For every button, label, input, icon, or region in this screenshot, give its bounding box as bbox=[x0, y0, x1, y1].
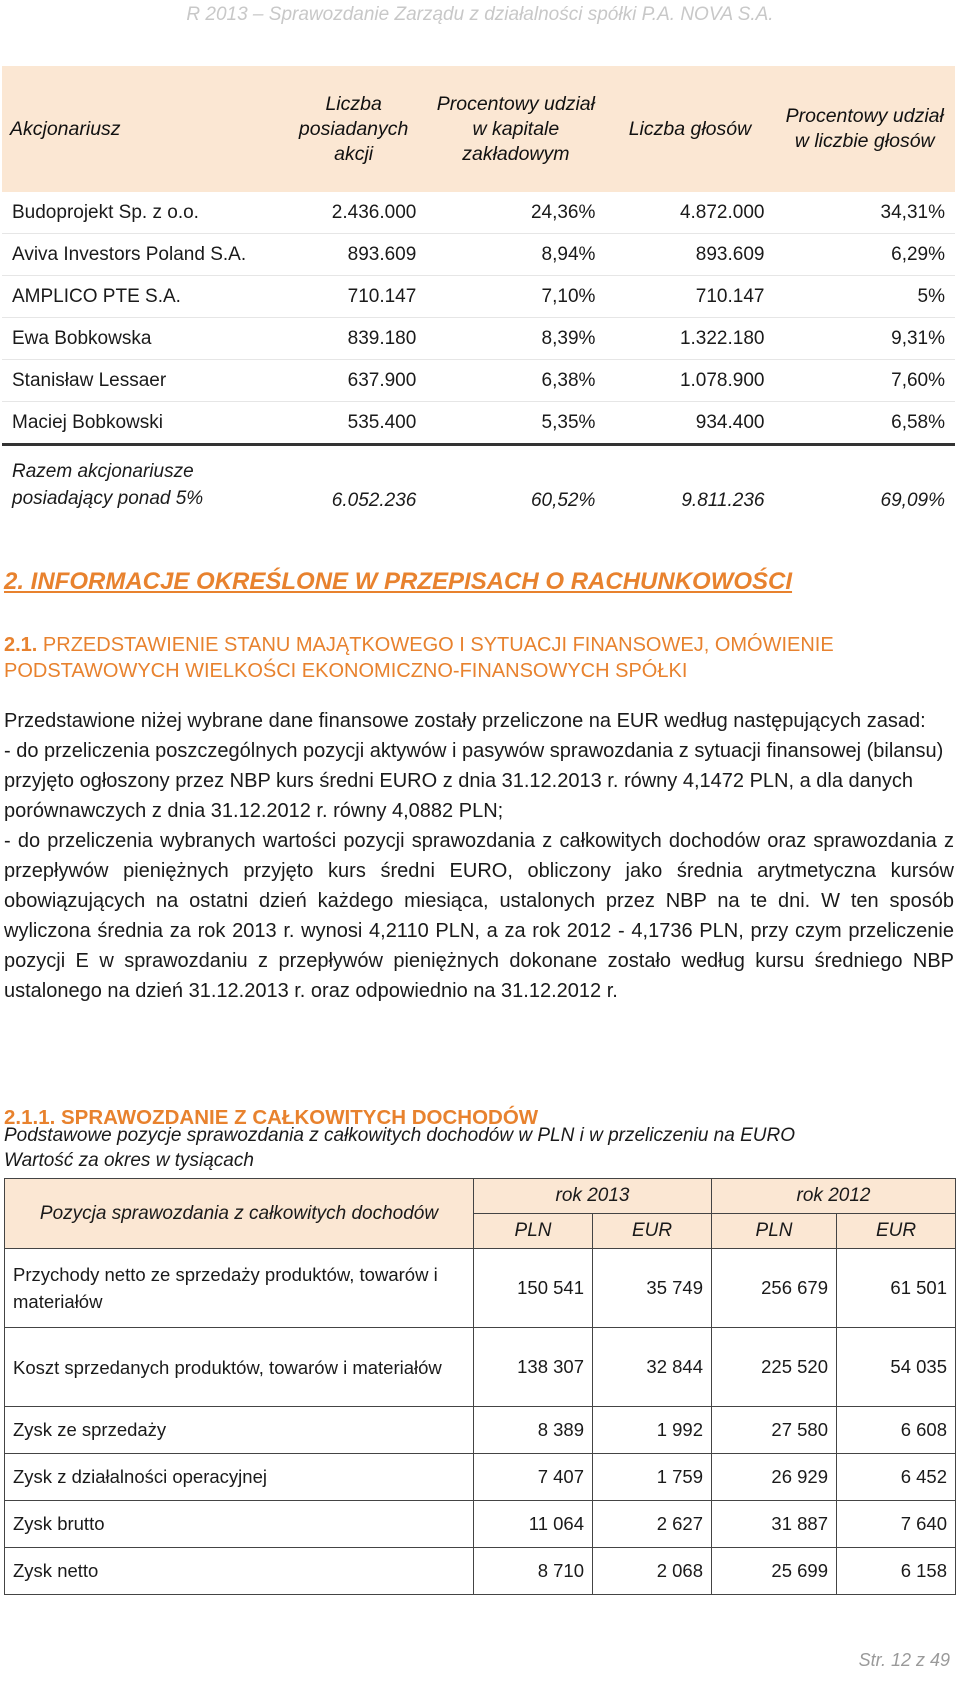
cell: 934.400 bbox=[605, 402, 774, 445]
cell: Zysk brutto bbox=[5, 1501, 474, 1548]
col-header: Procentowy udział w liczbie głosów bbox=[774, 66, 955, 192]
table-caption-units: Wartość za okres w tysiącach bbox=[4, 1150, 254, 1171]
cell: 6 452 bbox=[837, 1454, 956, 1501]
cell: 8,39% bbox=[426, 318, 605, 360]
col-header: Pozycja sprawozdania z całkowitych dochodów bbox=[5, 1179, 474, 1249]
cell: 1 759 bbox=[593, 1454, 712, 1501]
cell: 26 929 bbox=[712, 1454, 837, 1501]
table-row bbox=[5, 1548, 956, 1595]
table-row bbox=[5, 1249, 956, 1328]
section-heading-2: 2. INFORMACJE OKREŚLONE W PRZEPISACH O RACHUNKOWOŚCI bbox=[4, 568, 793, 595]
col-header: Akcjonariusz bbox=[2, 66, 281, 192]
cell: 8 389 bbox=[474, 1407, 593, 1454]
cell: 8,94% bbox=[426, 234, 605, 276]
cell: 893.609 bbox=[605, 234, 774, 276]
cell: 637.900 bbox=[281, 360, 426, 402]
col-header: Procentowy udział w kapitale zakładowym bbox=[426, 66, 605, 192]
cell: 893.609 bbox=[281, 234, 426, 276]
section-number: 2.1. bbox=[4, 634, 38, 656]
cell: 9,31% bbox=[774, 318, 955, 360]
table-row bbox=[2, 234, 955, 276]
cell: Ewa Bobkowska bbox=[2, 318, 281, 360]
cell: 5% bbox=[774, 276, 955, 318]
cell: Stanisław Lessaer bbox=[2, 360, 281, 402]
cell: Koszt sprzedanych produktów, towarów i materiałów bbox=[5, 1328, 474, 1407]
cell: 710.147 bbox=[281, 276, 426, 318]
currency-header: EUR bbox=[837, 1214, 956, 1249]
cell: Przychody netto ze sprzedaży produktów, towarów i materiałów bbox=[5, 1249, 474, 1328]
cell: 35 749 bbox=[593, 1249, 712, 1328]
cell: 6,29% bbox=[774, 234, 955, 276]
cell: AMPLICO PTE S.A. bbox=[2, 276, 281, 318]
cell: 138 307 bbox=[474, 1328, 593, 1407]
cell: 27 580 bbox=[712, 1407, 837, 1454]
cell: 1 992 bbox=[593, 1407, 712, 1454]
table-row bbox=[2, 318, 955, 360]
cell: Zysk ze sprzedaży bbox=[5, 1407, 474, 1454]
cell: 54 035 bbox=[837, 1328, 956, 1407]
cell: 24,36% bbox=[426, 192, 605, 234]
cell: 60,52% bbox=[530, 490, 596, 511]
col-header: Liczba posiadanych akcji bbox=[281, 66, 426, 192]
currency-header: EUR bbox=[593, 1214, 712, 1249]
section-heading-2-1-1: 2.1.1. SPRAWOZDANIE Z CAŁKOWITYCH DOCHODÓW bbox=[4, 1106, 539, 1129]
cell: Zysk z działalności operacyjnej bbox=[5, 1454, 474, 1501]
year-header: rok 2012 bbox=[712, 1179, 956, 1214]
body-text bbox=[4, 706, 954, 1006]
paragraph: - do przeliczenia wybranych wartości pozycji sprawozdania z całkowitych dochodów oraz sprawozdania z przepływów pieniężnych przyjęto kurs średni EURO, obliczony jako średnia arytmetyczna kursów obowiązujących na ostatni dzień każdego miesiąca, ustalonych przez NBP na te dni. W ten sposób wyliczona średnia za rok 2013 r. wynosi 4,2110 PLN, a za rok 2012 - 4,1736 PLN, przy czym przeliczenie pozycji E w sprawozdaniu z przepływów pieniężnych dokonane zostało według kursu średniego NBP ustalonego na dzień 31.12.2013 r. oraz odpowiednio na 31.12.2012 r. bbox=[4, 830, 954, 1002]
cell: 7 640 bbox=[837, 1501, 956, 1548]
paragraph: Przedstawione niżej wybrane dane finansowe zostały przeliczone na EUR według następujących zasad: bbox=[4, 710, 926, 732]
cell: 7,10% bbox=[426, 276, 605, 318]
income-statement-table bbox=[4, 1178, 956, 1595]
cell: 6 608 bbox=[837, 1407, 956, 1454]
page-number: Str. 12 z 49 bbox=[858, 1650, 950, 1670]
section-heading-2-1 bbox=[4, 632, 954, 684]
cell: 34,31% bbox=[774, 192, 955, 234]
cell: 7 407 bbox=[474, 1454, 593, 1501]
cell: 1.322.180 bbox=[605, 318, 774, 360]
table-caption: Podstawowe pozycje sprawozdania z całkowitych dochodów w PLN i w przeliczeniu na EURO bbox=[4, 1125, 795, 1146]
cell: Budoprojekt Sp. z o.o. bbox=[2, 192, 281, 234]
cell: Maciej Bobkowski bbox=[2, 402, 281, 445]
currency-header: PLN bbox=[712, 1214, 837, 1249]
currency-header: PLN bbox=[474, 1214, 593, 1249]
cell: 61 501 bbox=[837, 1249, 956, 1328]
table-row bbox=[2, 192, 955, 234]
page-header: R 2013 – Sprawozdanie Zarządu z działalności spółki P.A. NOVA S.A. bbox=[186, 4, 774, 25]
table-row bbox=[5, 1328, 956, 1407]
table-row bbox=[5, 1501, 956, 1548]
table-row bbox=[2, 276, 955, 318]
cell: 4.872.000 bbox=[605, 192, 774, 234]
table-row bbox=[5, 1454, 956, 1501]
cell: 9.811.236 bbox=[681, 490, 765, 511]
cell: 7,60% bbox=[774, 360, 955, 402]
total-row bbox=[2, 445, 955, 519]
cell: 6,58% bbox=[774, 402, 955, 445]
cell: 25 699 bbox=[712, 1548, 837, 1595]
cell: 32 844 bbox=[593, 1328, 712, 1407]
table-row bbox=[5, 1407, 956, 1454]
table-row bbox=[2, 402, 955, 445]
cell: 11 064 bbox=[474, 1501, 593, 1548]
cell: 69,09% bbox=[880, 490, 945, 511]
paragraph: - do przeliczenia poszczególnych pozycji aktywów i pasywów sprawozdania z sytuacji finansowej (bilansu) przyjęto ogłoszony przez NBP kurs średni EURO z dnia 31.12.2013 r. równy 4,1472 PLN, a dla danych porównawczych z dnia 31.12.2012 r. równy 4,0882 PLN; bbox=[4, 740, 944, 822]
cell: Aviva Investors Poland S.A. bbox=[2, 234, 281, 276]
cell: 6.052.236 bbox=[331, 490, 417, 511]
cell: 256 679 bbox=[712, 1249, 837, 1328]
cell: 6,38% bbox=[426, 360, 605, 402]
cell: 5,35% bbox=[426, 402, 605, 445]
cell: 2 627 bbox=[593, 1501, 712, 1548]
cell: 150 541 bbox=[474, 1249, 593, 1328]
cell: 2 068 bbox=[593, 1548, 712, 1595]
cell: 710.147 bbox=[605, 276, 774, 318]
shareholders-table bbox=[2, 66, 955, 518]
cell: 1.078.900 bbox=[605, 360, 774, 402]
year-header: rok 2013 bbox=[474, 1179, 712, 1214]
cell: Zysk netto bbox=[5, 1548, 474, 1595]
cell: Razem akcjonariusze posiadający ponad 5% bbox=[12, 461, 204, 509]
table-row bbox=[2, 360, 955, 402]
cell: 8 710 bbox=[474, 1548, 593, 1595]
cell: 6 158 bbox=[837, 1548, 956, 1595]
cell: 31 887 bbox=[712, 1501, 837, 1548]
cell: 225 520 bbox=[712, 1328, 837, 1407]
cell: 839.180 bbox=[281, 318, 426, 360]
cell: 535.400 bbox=[281, 402, 426, 445]
col-header: Liczba głosów bbox=[605, 66, 774, 192]
cell: 2.436.000 bbox=[281, 192, 426, 234]
section-title: PRZEDSTAWIENIE STANU MAJĄTKOWEGO I SYTUACJI FINANSOWEJ, OMÓWIENIE PODSTAWOWYCH WIELKOŚCI EKONOMICZNO-FINANSOWYCH SPÓŁKI bbox=[4, 634, 834, 682]
